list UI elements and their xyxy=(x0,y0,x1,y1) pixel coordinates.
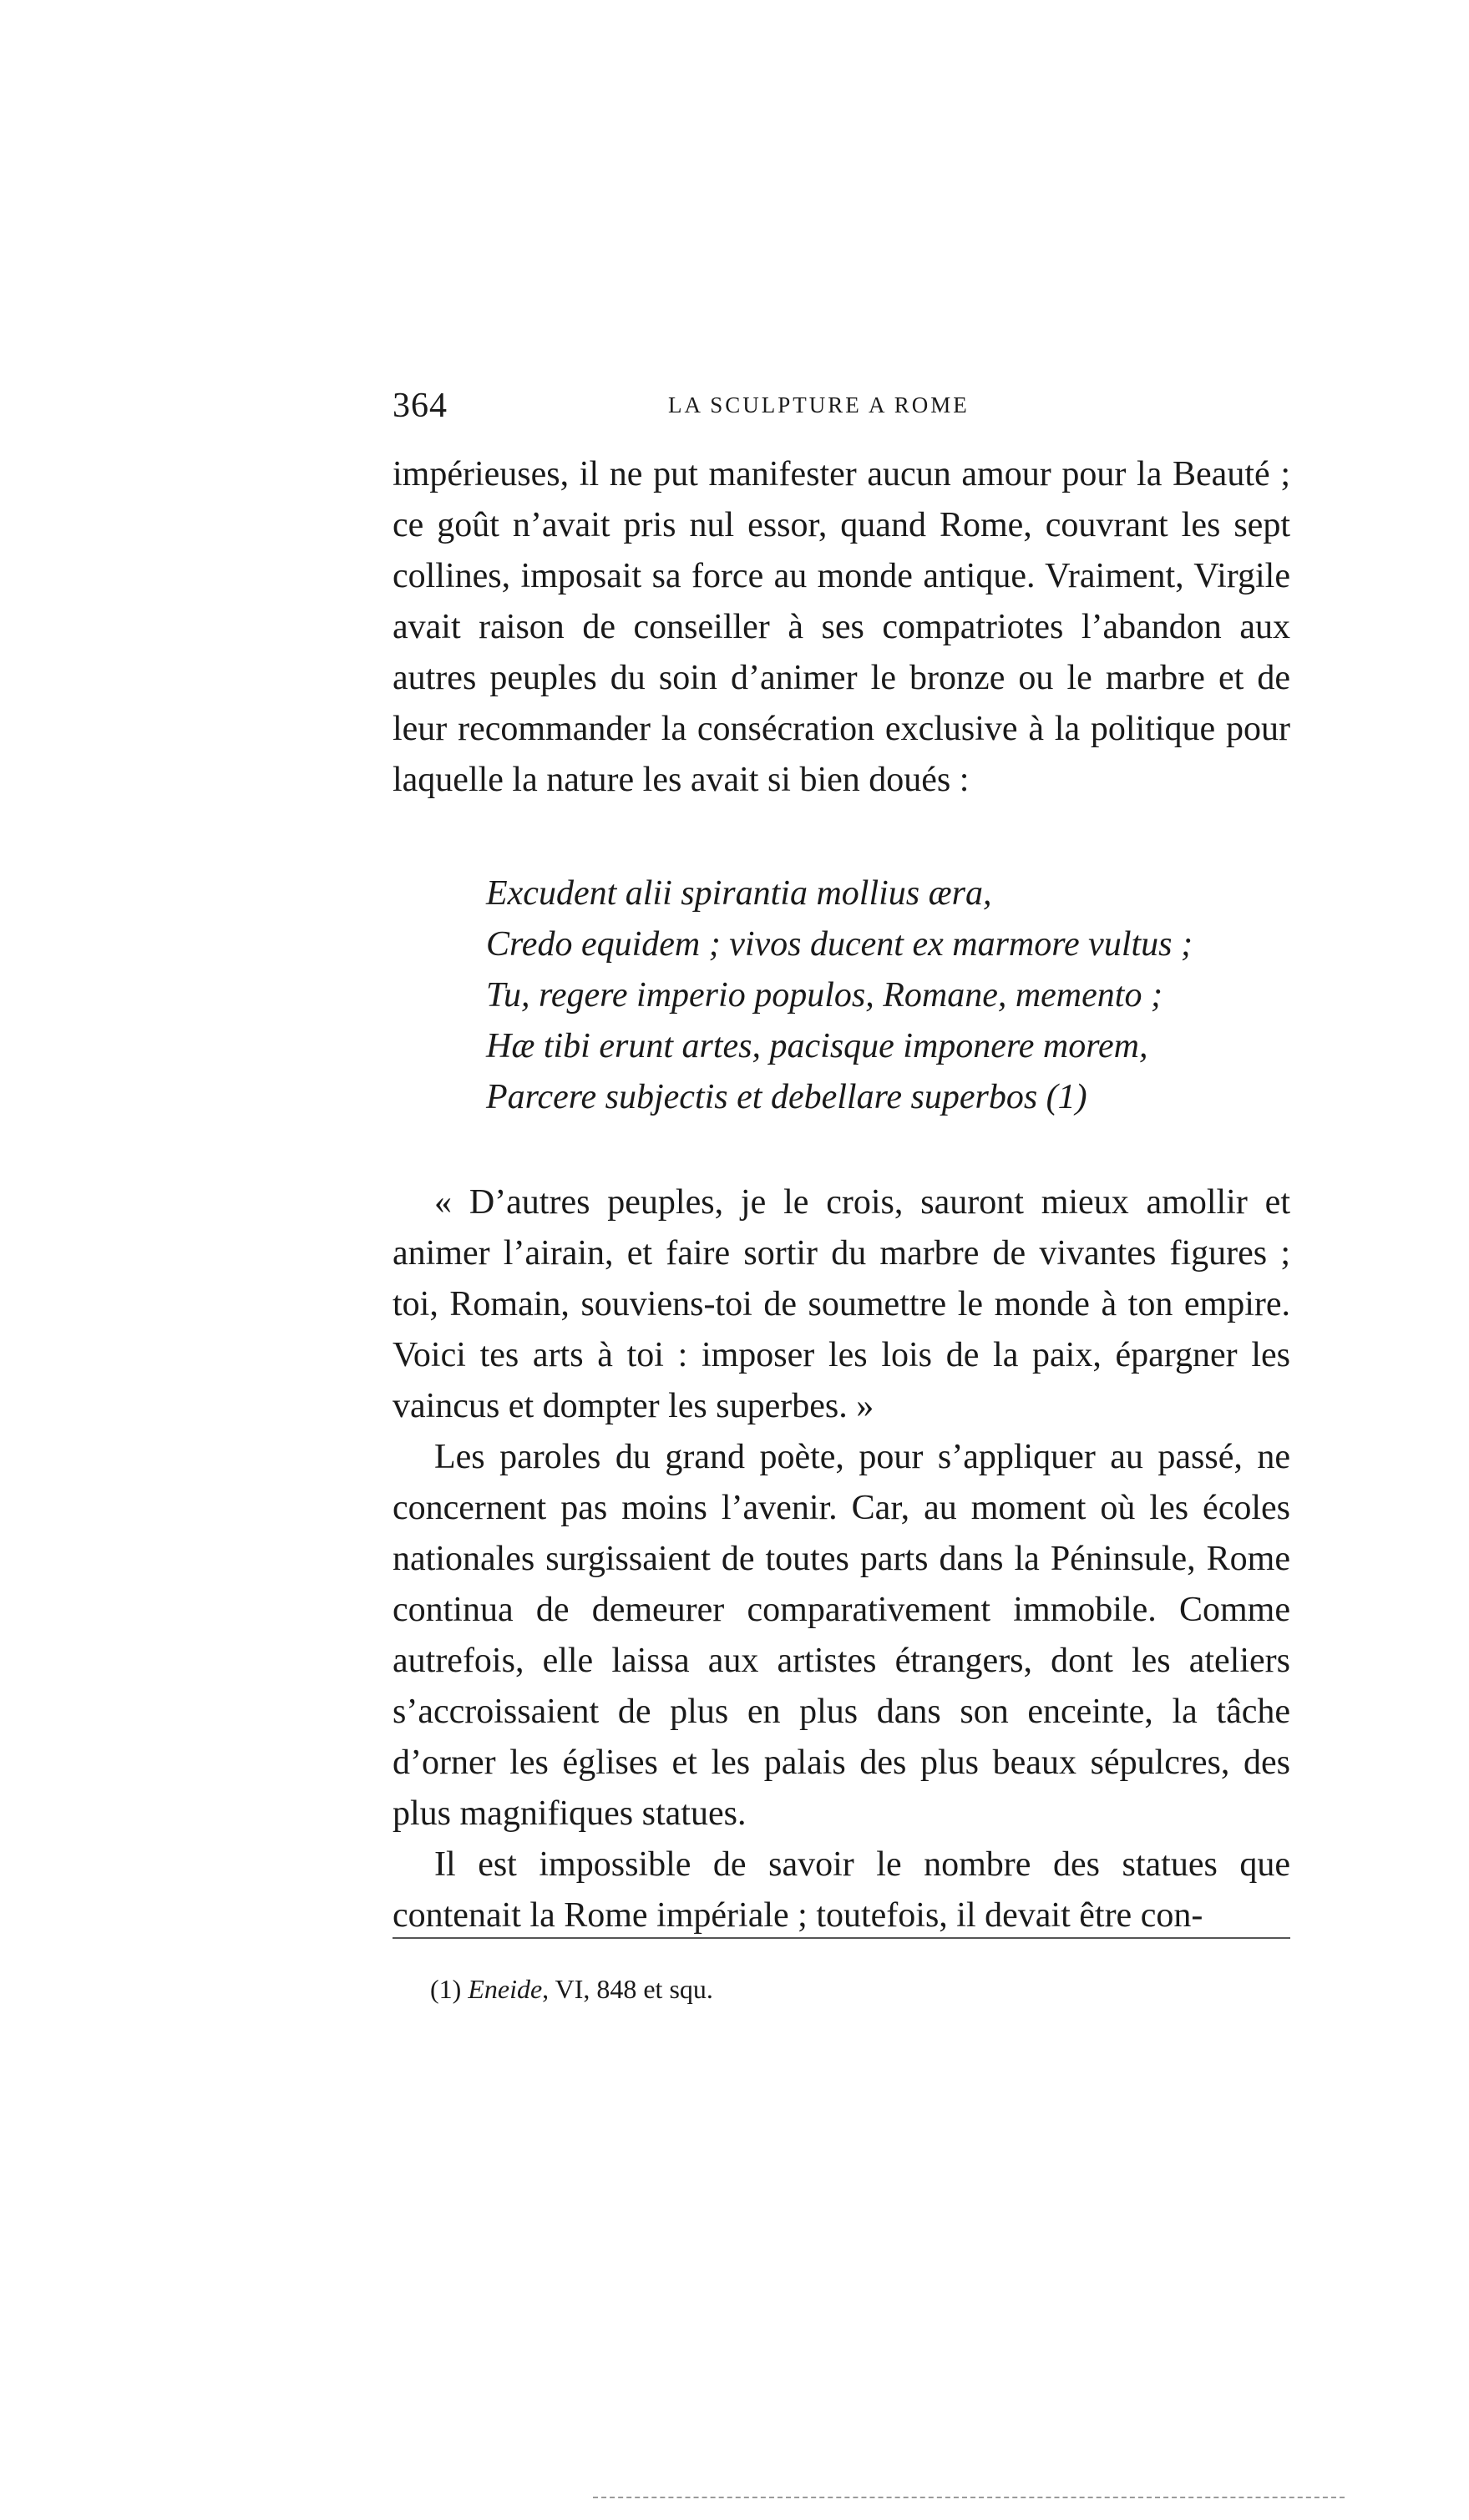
paragraph-3: Les paroles du grand poète, pour s’appliquer au passé, ne concernent pas moins l’avenir. Car, au moment où les écoles nationales surgissaient de toutes parts dans la Péninsule, Rome continua de demeurer comparativement immobile. Comme autrefois, elle laissa aux artistes étrangers, dont les ateliers s’accroissaient de plus en plus dans son enceinte, la tâche d’orner les églises et les palais des plus beaux sépulcres, des plus magnifiques statues. xyxy=(393,1438,1290,1833)
running-title: LA SCULPTURE A ROME xyxy=(668,392,970,417)
footnote-source: Eneide xyxy=(468,1974,543,2004)
latin-verse-quotation xyxy=(486,868,1288,1123)
footnote xyxy=(430,1971,713,2007)
paragraph-1: impérieuses, il ne put manifester aucun amour pour la Beauté ; ce goût n’avait pris nul essor, quand Rome, couvrant les sept collines, imposait sa force au monde antique. Vraiment, Virgile avait raison de conseiller à ses compatriotes l’abandon aux autres peuples du soin d’animer le bronze ou le marbre et de leur recommander la consécration exclusive à la politique pour laquelle la nature les avait si bien doués : xyxy=(393,455,1290,799)
paragraph-4: Il est impossible de savoir le nombre des statues que contenait la Rome impériale ; toutefois, il devait être con- xyxy=(393,1845,1290,1935)
verse-line-2: Credo equidem ; vivos ducent ex marmore vultus ; xyxy=(486,925,1193,964)
body-text xyxy=(393,449,1290,806)
verse-line-5: Parcere subjectis et debellare superbos (1) xyxy=(486,1078,1087,1116)
verse-line-3: Tu, regere imperio populos, Romane, memento ; xyxy=(486,976,1163,1015)
running-head xyxy=(393,386,1290,436)
verse-line-1: Excudent alii spirantia mollius æra, xyxy=(486,874,992,913)
page-number: 364 xyxy=(393,387,448,425)
footnote-marker: (1) xyxy=(430,1974,462,2004)
page-bottom-dashes xyxy=(593,2497,1345,2498)
verse-line-4: Hæ tibi erunt artes, pacisque imponere morem, xyxy=(486,1027,1148,1065)
paragraph-translation: « D’autres peuples, je le crois, sauront mieux amollir et animer l’airain, et faire sortir du marbre de vivantes figures ; toi, Romain, souviens-toi de soumettre le monde à ton empire. Voici tes arts à toi : imposer les lois de la paix, épargner les vaincus et dompter les superbes. » xyxy=(393,1183,1290,1425)
translation-and-commentary xyxy=(393,1177,1290,1941)
footnote-reference: , VI, 848 et squ. xyxy=(542,1974,713,2004)
footnote-separator-rule xyxy=(393,1937,1290,1939)
